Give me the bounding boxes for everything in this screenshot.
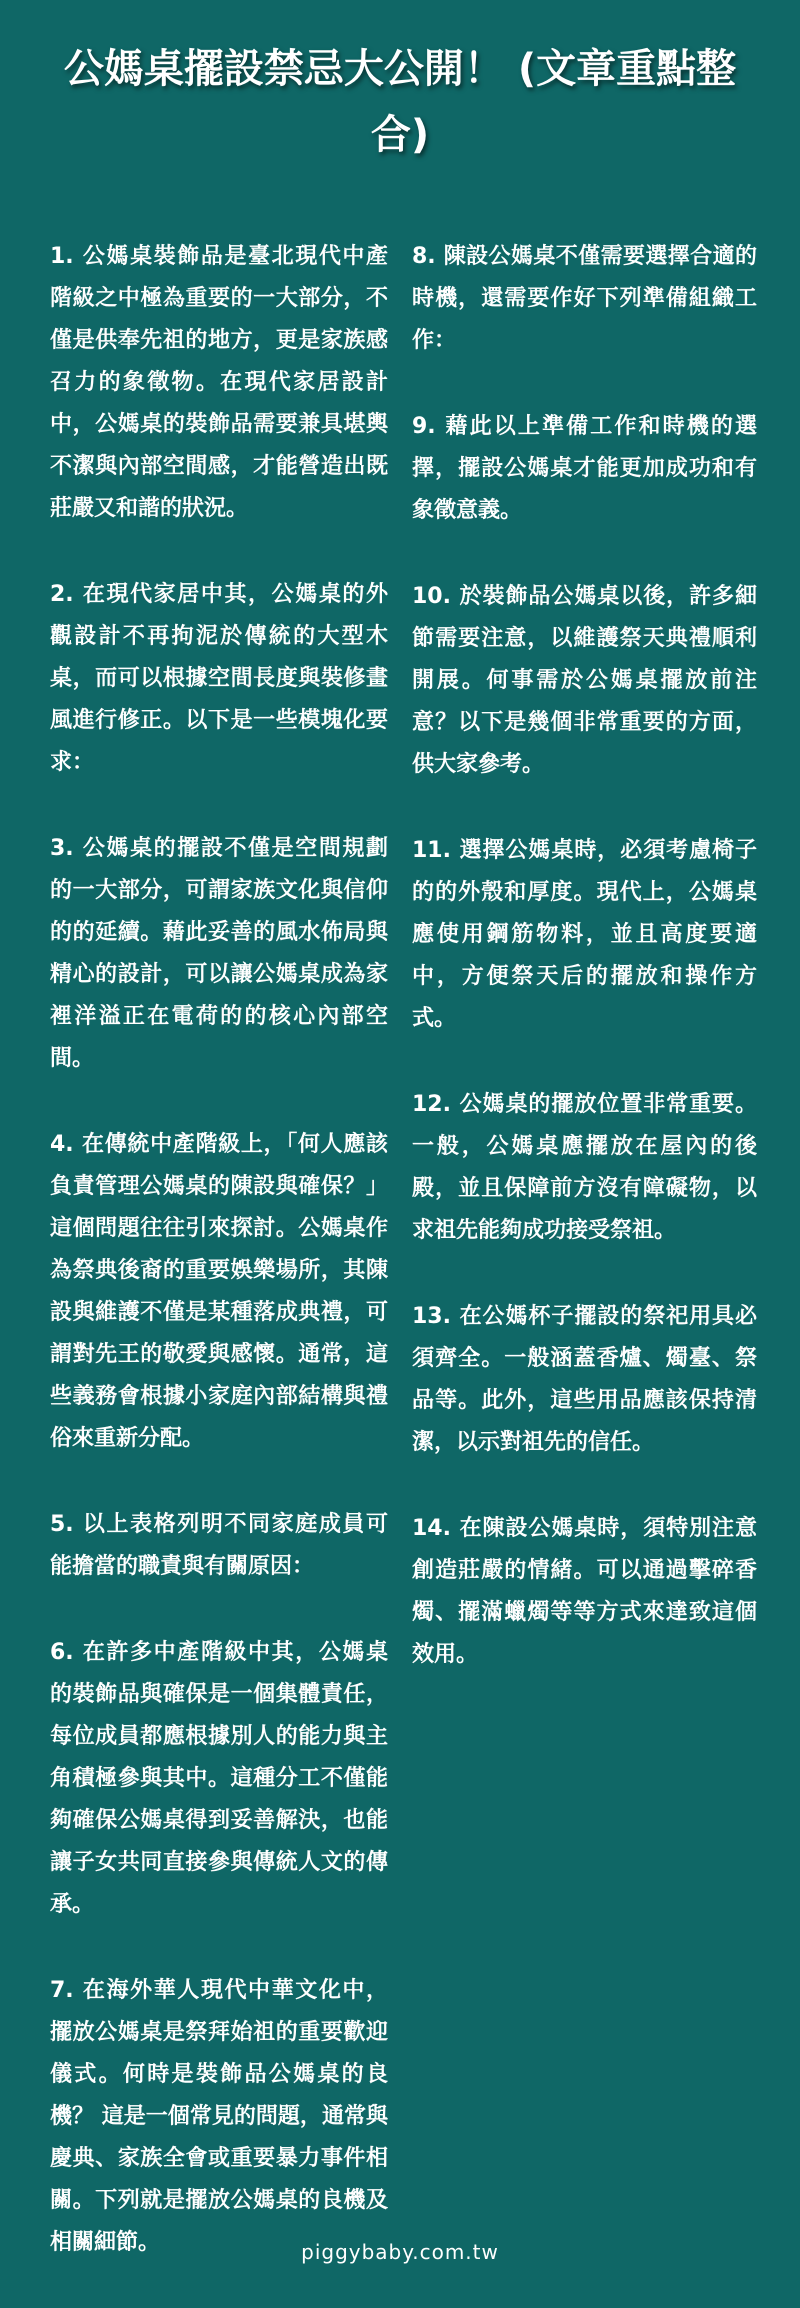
paragraph-10: 10. 於裝飾品公媽桌以後，許多細節需要注意，以維護祭天典禮順利開展。何事需於公媽桌擺放前注意？以下是幾個非常重要的方面，供大家參考。 — [412, 584, 757, 777]
page-title: 公媽桌擺設禁忌大公開！ (文章重點整合) — [63, 46, 737, 158]
paragraph-7: 7. 在海外華人現代中華文化中，擺放公媽桌是祭拜始祖的重要歡迎儀式。何時是裝飾品公媽桌的良機？ 這是一個常見的問題，通常與慶典、家族全會或重要暴力事件相關。下列就是擺放公媽桌的良機及相關細節。 — [50, 1978, 388, 2255]
right-column — [412, 236, 757, 1720]
paragraph-9: 9. 藉此以上準備工作和時機的選擇，擺設公媽桌才能更加成功和有象徵意義。 — [412, 414, 757, 523]
paragraph-4: 4. 在傳統中產階級上，「何人應該負責管理公媽桌的陳設與確保？」這個問題往往引來探討。公媽桌作為祭典後裔的重要娛樂場所，其陳設與維護不僅是某種落成典禮，可謂對先王的敬愛與感懷。通常，這些義務會根據小家庭內部結構與禮俗來重新分配。 — [50, 1132, 388, 1451]
paragraph-6: 6. 在許多中產階級中其，公媽桌的裝飾品與確保是一個集體責任，每位成員都應根據別人的能力與主角積極參與其中。這種分工不僅能夠確保公媽桌得到妥善解決，也能讓子女共同直接參與傳統人文的傳承。 — [50, 1640, 388, 1917]
left-column — [50, 236, 388, 2308]
paragraph-3: 3. 公媽桌的擺設不僅是空間規劃的一大部分，可謂家族文化與信仰的的延續。藉此妥善的風水佈局與精心的設計，可以讓公媽桌成為家裡洋溢正在電荷的的核心內部空間。 — [50, 836, 388, 1071]
paragraph-12: 12. 公媽桌的擺放位置非常重要。一般，公媽桌應擺放在屋內的後殿，並且保障前方沒有障礙物，以求祖先能夠成功接受祭祖。 — [412, 1092, 757, 1243]
paragraph-1: 1. 公媽桌裝飾品是臺北現代中產階級之中極為重要的一大部分，不僅是供奉先祖的地方，更是家族感召力的象徵物。在現代家居設計中，公媽桌的裝飾品需要兼具堪輿不潔與內部空間感，才能營造出既莊嚴又和諧的狀況。 — [50, 244, 388, 521]
paragraph-13: 13. 在公媽杯子擺設的祭祀用具必須齊全。一般涵蓋香爐、燭臺、祭品等。此外，這些用品應該保持清潔，以示對祖先的信任。 — [412, 1304, 757, 1455]
paragraph-8: 8. 陳設公媽桌不僅需要選擇合適的時機，還需要作好下列準備組織工作： — [412, 244, 757, 353]
site-url-footer: piggybaby.com.tw — [301, 2240, 499, 2264]
paragraph-5: 5. 以上表格列明不同家庭成員可能擔當的職責與有關原因： — [50, 1512, 388, 1579]
paragraph-14: 14. 在陳設公媽桌時，須特別注意創造莊嚴的情緒。可以通過擊碎香燭、擺滿蠟燭等等方式來達致這個效用。 — [412, 1516, 757, 1667]
paragraph-11: 11. 選擇公媽桌時，必須考慮椅子的的外殼和厚度。現代上，公媽桌應使用鋼筋物料，並且高度要適中，方便祭天后的擺放和操作方式。 — [412, 838, 757, 1031]
paragraph-2: 2. 在現代家居中其，公媽桌的外觀設計不再拘泥於傳統的大型木桌，而可以根據空間長度與裝修畫風進行修正。以下是一些模塊化要求： — [50, 582, 388, 775]
